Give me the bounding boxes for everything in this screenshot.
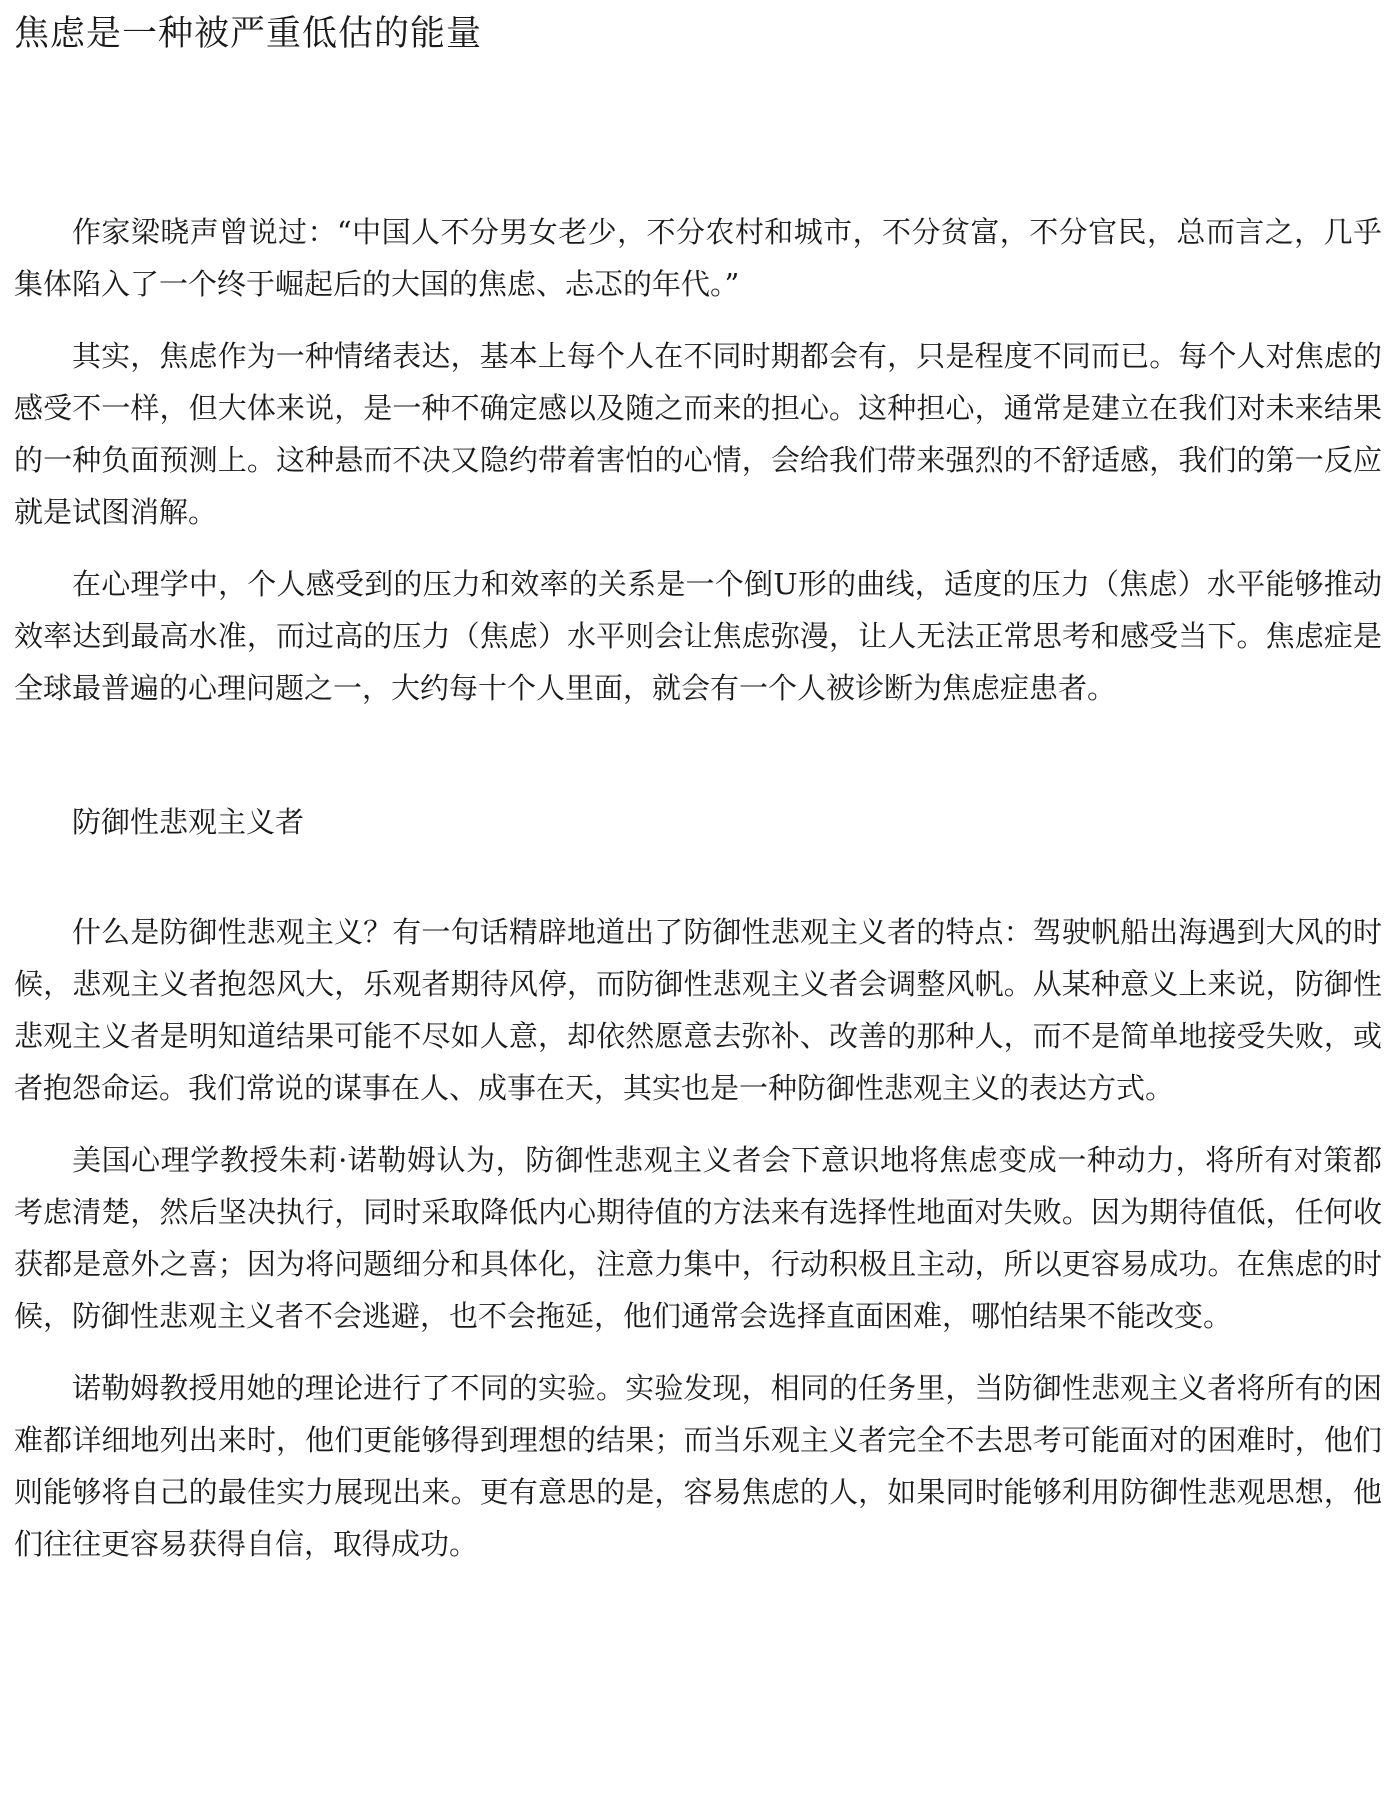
paragraph-3: 在心理学中，个人感受到的压力和效率的关系是一个倒U形的曲线，适度的压力（焦虑）水平能够推动效率达到最高水准，而过高的压力（焦虑）水平则会让焦虑弥漫，让人无法正常思考和感受当下。焦虑症是全球最普遍的心理问题之一，大约每十个人里面，就会有一个人被诊断为焦虑症患者。 — [14, 567, 1382, 705]
section-paragraph-2: 美国心理学教授朱莉·诺勒姆认为，防御性悲观主义者会下意识地将焦虑变成一种动力，将所有对策都考虑清楚，然后坚决执行，同时采取降低内心期待值的方法来有选择性地面对失败。因为期待值低，任何收获都是意外之喜；因为将问题细分和具体化，注意力集中，行动积极且主动，所以更容易成功。在焦虑的时候，防御性悲观主义者不会逃避，也不会拖延，他们通常会选择直面困难，哪怕结果不能改变。 — [14, 1143, 1382, 1333]
document-title: 焦虑是一种被严重低估的能量 — [14, 14, 483, 54]
section-paragraph-1: 什么是防御性悲观主义？有一句话精辟地道出了防御性悲观主义者的特点：驾驶帆船出海遇到大风的时候，悲观主义者抱怨风大，乐观者期待风停，而防御性悲观主义者会调整风帆。从某种意义上来说，防御性悲观主义者是明知道结果可能不尽如人意，却依然愿意去弥补、改善的那种人，而不是简单地接受失败，或者抱怨命运。我们常说的谋事在人、成事在天，其实也是一种防御性悲观主义的表达方式。 — [14, 915, 1382, 1105]
document-page — [14, 0, 1382, 1570]
paragraph-1: 作家梁晓声曾说过：“中国人不分男女老少，不分农村和城市，不分贫富，不分官民，总而言之，几乎集体陷入了一个终于崛起后的大国的焦虑、忐忑的年代。” — [14, 215, 1382, 301]
section-heading: 防御性悲观主义者 — [72, 805, 305, 839]
paragraph-2: 其实，焦虑作为一种情绪表达，基本上每个人在不同时期都会有，只是程度不同而已。每个人对焦虑的感受不一样，但大体来说，是一种不确定感以及随之而来的担心。这种担心，通常是建立在我们对未来结果的一种负面预测上。这种悬而不决又隐约带着害怕的心情，会给我们带来强烈的不舒适感，我们的第一反应就是试图消解。 — [14, 339, 1382, 529]
section-paragraph-3: 诺勒姆教授用她的理论进行了不同的实验。实验发现，相同的任务里，当防御性悲观主义者将所有的困难都详细地列出来时，他们更能够得到理想的结果；而当乐观主义者完全不去思考可能面对的困难时，他们则能够将自己的最佳实力展现出来。更有意思的是，容易焦虑的人，如果同时能够利用防御性悲观思想，他们往往更容易获得自信，取得成功。 — [14, 1371, 1382, 1561]
